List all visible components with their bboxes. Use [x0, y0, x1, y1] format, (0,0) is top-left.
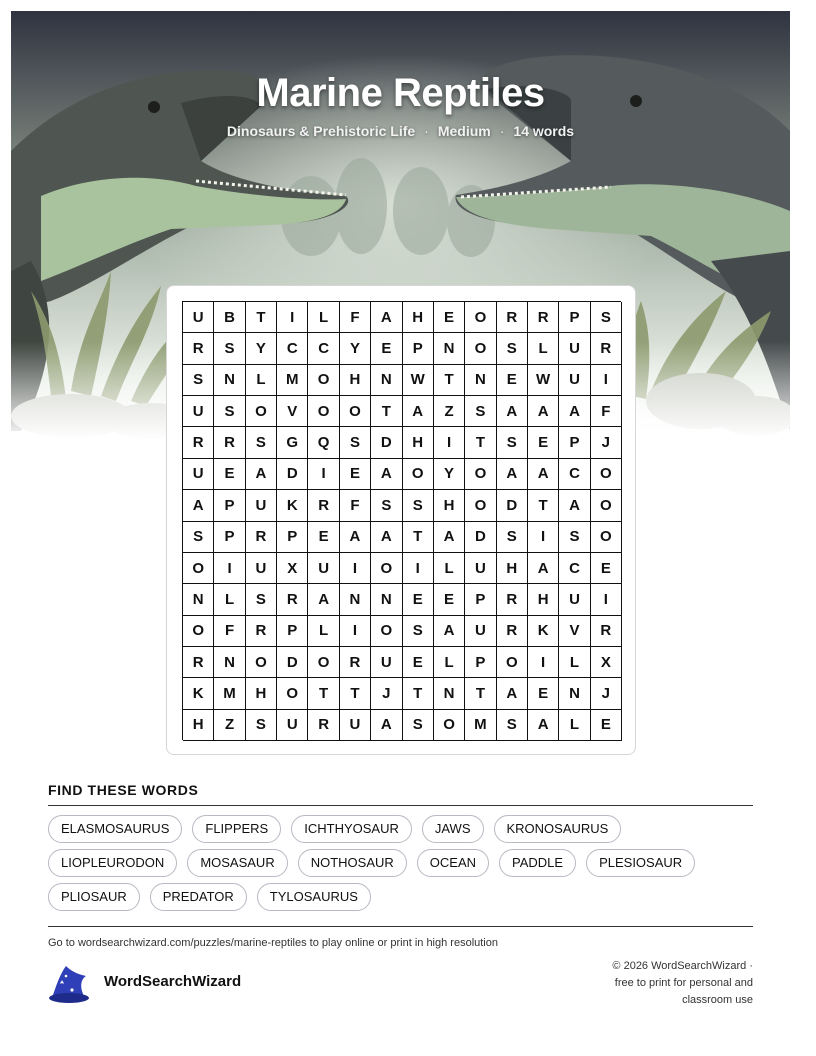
grid-cell[interactable]: H [183, 710, 214, 741]
grid-cell[interactable]: P [559, 427, 590, 458]
divider [48, 926, 753, 927]
grid-cell[interactable]: J [591, 427, 622, 458]
grid-cell[interactable]: W [528, 365, 559, 396]
grid-cell[interactable]: N [214, 647, 245, 678]
grid-cell[interactable]: N [559, 678, 590, 709]
grid-cell[interactable]: Y [246, 333, 277, 364]
grid-cell[interactable]: R [497, 616, 528, 647]
grid-cell[interactable]: R [591, 616, 622, 647]
grid-cell[interactable]: O [371, 553, 402, 584]
grid-cell[interactable]: P [214, 522, 245, 553]
grid-cell[interactable]: L [528, 333, 559, 364]
grid-cell[interactable]: U [183, 396, 214, 427]
grid-cell[interactable]: N [183, 584, 214, 615]
grid-cell[interactable]: E [591, 553, 622, 584]
grid-cell[interactable]: K [528, 616, 559, 647]
grid-cell[interactable]: T [340, 678, 371, 709]
grid-cell[interactable]: O [591, 459, 622, 490]
grid-cell[interactable]: O [183, 616, 214, 647]
grid-cell[interactable]: S [214, 396, 245, 427]
word-chip[interactable]: PADDLE [499, 849, 576, 877]
grid-cell[interactable]: A [434, 522, 465, 553]
grid-cell[interactable]: A [246, 459, 277, 490]
grid-cell[interactable]: H [340, 365, 371, 396]
grid-cell[interactable]: W [403, 365, 434, 396]
separator: · [424, 123, 429, 139]
grid-cell[interactable]: T [403, 522, 434, 553]
grid-cell[interactable]: U [465, 616, 496, 647]
grid-cell[interactable]: A [183, 490, 214, 521]
grid-cell[interactable]: N [371, 365, 402, 396]
grid-cell[interactable]: U [277, 710, 308, 741]
grid-cell[interactable]: S [183, 365, 214, 396]
grid-cell[interactable]: I [308, 459, 339, 490]
word-chip[interactable]: JAWS [422, 815, 484, 843]
grid-cell[interactable]: V [277, 396, 308, 427]
grid-cell[interactable]: U [183, 302, 214, 333]
grid-cell[interactable]: U [559, 333, 590, 364]
grid-cell[interactable]: H [497, 553, 528, 584]
word-count-label: 14 words [513, 123, 575, 139]
grid-cell[interactable]: P [277, 616, 308, 647]
grid-cell[interactable]: L [308, 616, 339, 647]
grid-cell[interactable]: A [371, 302, 402, 333]
grid-cell[interactable]: J [591, 678, 622, 709]
word-chip[interactable]: PREDATOR [150, 883, 247, 911]
grid-cell[interactable]: K [277, 490, 308, 521]
grid-cell[interactable]: O [497, 647, 528, 678]
grid-cell[interactable]: T [465, 427, 496, 458]
separator: · [499, 123, 505, 139]
grid-cell[interactable]: E [497, 365, 528, 396]
grid-cell[interactable]: H [246, 678, 277, 709]
grid-cell[interactable]: R [591, 333, 622, 364]
grid-cell[interactable]: R [246, 616, 277, 647]
grid-cell[interactable]: O [308, 647, 339, 678]
word-chip[interactable]: KRONOSAURUS [494, 815, 622, 843]
word-chip[interactable]: PLESIOSAUR [586, 849, 695, 877]
word-chip[interactable]: OCEAN [417, 849, 489, 877]
grid-cell[interactable]: O [465, 302, 496, 333]
grid-cell[interactable]: R [528, 302, 559, 333]
footer-url-text: Go to wordsearchwizard.com/puzzles/marine-reptiles to play online or print in high resolution [48, 937, 498, 949]
grid-cell[interactable]: S [183, 522, 214, 553]
grid-cell[interactable]: O [246, 396, 277, 427]
grid-cell[interactable]: O [246, 647, 277, 678]
grid-cell[interactable]: A [559, 396, 590, 427]
grid-cell[interactable]: H [403, 427, 434, 458]
grid-cell[interactable]: E [591, 710, 622, 741]
grid-cell[interactable]: J [371, 678, 402, 709]
grid-cell[interactable]: A [434, 616, 465, 647]
grid-cell[interactable]: L [434, 553, 465, 584]
grid-cell[interactable]: L [559, 710, 590, 741]
category-label: Dinosaurs & Prehistoric Life [226, 123, 416, 139]
grid-cell[interactable]: I [434, 427, 465, 458]
grid-cell[interactable]: E [371, 333, 402, 364]
word-chip[interactable]: TYLOSAURUS [257, 883, 371, 911]
wizard-hat-icon [46, 962, 92, 1004]
grid-cell[interactable]: I [340, 553, 371, 584]
grid-cell[interactable]: R [183, 647, 214, 678]
grid-cell[interactable]: L [246, 365, 277, 396]
grid-cell[interactable]: I [591, 365, 622, 396]
grid-cell[interactable]: R [183, 427, 214, 458]
grid-cell[interactable]: O [308, 365, 339, 396]
grid-cell[interactable]: L [308, 302, 339, 333]
grid-cell[interactable]: F [591, 396, 622, 427]
word-chip[interactable]: ELASMOSAURUS [48, 815, 182, 843]
grid-cell[interactable]: E [528, 678, 559, 709]
grid-cell[interactable]: T [465, 678, 496, 709]
grid-cell[interactable]: A [528, 396, 559, 427]
grid-cell[interactable]: P [214, 490, 245, 521]
grid-cell[interactable]: R [497, 584, 528, 615]
grid-cell[interactable]: A [497, 396, 528, 427]
grid-cell[interactable]: E [340, 459, 371, 490]
grid-cell[interactable]: D [277, 459, 308, 490]
grid-cell[interactable]: A [528, 459, 559, 490]
grid-cell[interactable]: C [559, 459, 590, 490]
grid-cell[interactable]: A [308, 584, 339, 615]
grid-cell[interactable]: K [183, 678, 214, 709]
grid-cell[interactable]: V [559, 616, 590, 647]
grid-cell[interactable]: R [246, 522, 277, 553]
word-chip[interactable]: PLIOSAUR [48, 883, 140, 911]
grid-cell[interactable]: R [308, 710, 339, 741]
grid-cell[interactable]: S [559, 522, 590, 553]
grid-cell[interactable]: A [559, 490, 590, 521]
grid-cell[interactable]: P [559, 302, 590, 333]
grid-cell[interactable]: D [465, 522, 496, 553]
grid-cell[interactable]: S [246, 710, 277, 741]
grid-cell[interactable]: X [591, 647, 622, 678]
grid-cell[interactable]: A [497, 678, 528, 709]
grid-cell[interactable]: S [371, 490, 402, 521]
grid-cell[interactable]: M [214, 678, 245, 709]
grid-cell[interactable]: S [403, 616, 434, 647]
word-chip[interactable]: FLIPPERS [192, 815, 281, 843]
grid-cell[interactable]: R [277, 584, 308, 615]
grid-cell[interactable]: T [528, 490, 559, 521]
grid-cell[interactable]: O [371, 616, 402, 647]
grid-cell[interactable]: A [497, 459, 528, 490]
brand-name[interactable]: WordSearchWizard [104, 973, 242, 990]
grid-cell[interactable]: Z [214, 710, 245, 741]
grid-cell[interactable]: U [246, 553, 277, 584]
copyright-line: free to print for personal and [614, 977, 753, 989]
grid-cell[interactable]: O [591, 522, 622, 553]
grid-cell[interactable]: F [214, 616, 245, 647]
grid-cell[interactable]: Q [308, 427, 339, 458]
grid-cell[interactable]: U [559, 365, 590, 396]
grid-cell[interactable]: H [528, 584, 559, 615]
grid-cell[interactable]: I [214, 553, 245, 584]
grid-cell[interactable]: M [277, 365, 308, 396]
grid-cell[interactable]: I [528, 647, 559, 678]
grid-cell[interactable]: F [340, 490, 371, 521]
grid-cell[interactable]: P [465, 584, 496, 615]
puzzle-subtitle [11, 123, 790, 139]
grid-cell[interactable]: I [591, 584, 622, 615]
grid-cell[interactable]: A [528, 710, 559, 741]
grid-cell[interactable]: A [371, 710, 402, 741]
grid-cell[interactable]: E [434, 302, 465, 333]
grid-cell[interactable]: S [497, 427, 528, 458]
grid-cell[interactable]: O [465, 459, 496, 490]
grid-cell[interactable]: T [308, 678, 339, 709]
grid-cell[interactable]: S [214, 333, 245, 364]
grid-cell[interactable]: R [214, 427, 245, 458]
grid-cell[interactable]: O [465, 333, 496, 364]
word-chip[interactable]: ICHTHYOSAUR [291, 815, 412, 843]
grid-cell[interactable]: I [528, 522, 559, 553]
grid-cell[interactable]: R [308, 490, 339, 521]
grid-cell[interactable]: I [277, 302, 308, 333]
grid-cell[interactable]: O [183, 553, 214, 584]
grid-cell[interactable]: D [371, 427, 402, 458]
grid-cell[interactable]: S [403, 710, 434, 741]
grid-cell[interactable]: A [371, 459, 402, 490]
grid-cell[interactable]: P [403, 333, 434, 364]
grid-cell[interactable]: F [340, 302, 371, 333]
grid-cell[interactable]: L [559, 647, 590, 678]
grid-cell[interactable]: D [497, 490, 528, 521]
grid-cell[interactable]: Y [434, 459, 465, 490]
copyright-notice [533, 958, 753, 1009]
grid-cell[interactable]: D [277, 647, 308, 678]
copyright-line: © 2026 WordSearchWizard · [612, 960, 753, 972]
word-chip[interactable]: MOSASAUR [187, 849, 287, 877]
grid-cell[interactable]: S [497, 710, 528, 741]
grid-cell[interactable]: R [497, 302, 528, 333]
grid-cell[interactable]: I [403, 553, 434, 584]
grid-cell[interactable]: H [403, 302, 434, 333]
grid-cell[interactable]: A [371, 522, 402, 553]
grid-cell[interactable]: N [434, 333, 465, 364]
grid-cell[interactable]: C [277, 333, 308, 364]
grid-cell[interactable]: E [308, 522, 339, 553]
grid-cell[interactable]: O [591, 490, 622, 521]
grid-cell[interactable]: O [308, 396, 339, 427]
grid-cell[interactable]: T [246, 302, 277, 333]
grid-cell[interactable]: Y [340, 333, 371, 364]
letter-grid[interactable] [182, 301, 621, 740]
grid-cell[interactable]: U [340, 710, 371, 741]
grid-cell[interactable]: N [465, 365, 496, 396]
grid-cell[interactable]: S [340, 427, 371, 458]
grid-cell[interactable]: X [277, 553, 308, 584]
grid-cell[interactable]: H [434, 490, 465, 521]
grid-cell[interactable]: S [246, 427, 277, 458]
word-chip[interactable]: NOTHOSAUR [298, 849, 407, 877]
grid-cell[interactable]: N [214, 365, 245, 396]
grid-cell[interactable]: G [277, 427, 308, 458]
grid-cell[interactable]: I [340, 616, 371, 647]
grid-cell[interactable]: Z [434, 396, 465, 427]
grid-cell[interactable]: L [434, 647, 465, 678]
divider [48, 805, 753, 806]
grid-cell[interactable]: S [403, 490, 434, 521]
grid-cell[interactable]: U [371, 647, 402, 678]
grid-cell[interactable]: C [308, 333, 339, 364]
puzzle-title: Marine Reptiles [256, 71, 545, 115]
grid-cell[interactable]: T [371, 396, 402, 427]
grid-cell[interactable]: S [497, 333, 528, 364]
grid-cell[interactable]: E [403, 584, 434, 615]
word-chip[interactable]: LIOPLEURODON [48, 849, 177, 877]
grid-cell[interactable]: T [403, 678, 434, 709]
grid-cell[interactable]: P [465, 647, 496, 678]
grid-cell[interactable]: O [403, 459, 434, 490]
grid-cell[interactable]: L [214, 584, 245, 615]
grid-cell[interactable]: P [277, 522, 308, 553]
grid-cell[interactable]: U [183, 459, 214, 490]
grid-cell[interactable]: R [340, 647, 371, 678]
grid-cell[interactable]: N [371, 584, 402, 615]
grid-cell[interactable]: S [246, 584, 277, 615]
puzzle-card [166, 285, 636, 755]
grid-cell[interactable]: E [528, 427, 559, 458]
grid-cell[interactable]: O [340, 396, 371, 427]
copyright-line: classroom use [682, 994, 753, 1006]
grid-cell[interactable]: U [465, 553, 496, 584]
grid-cell[interactable]: E [403, 647, 434, 678]
grid-cell[interactable]: U [308, 553, 339, 584]
grid-cell[interactable]: A [528, 553, 559, 584]
grid-cell[interactable]: A [403, 396, 434, 427]
grid-cell[interactable]: R [183, 333, 214, 364]
grid-cell[interactable]: N [340, 584, 371, 615]
grid-cell[interactable]: S [465, 396, 496, 427]
grid-cell[interactable]: O [434, 710, 465, 741]
grid-cell[interactable]: U [246, 490, 277, 521]
grid-cell[interactable]: M [465, 710, 496, 741]
grid-cell[interactable]: S [497, 522, 528, 553]
grid-cell[interactable]: S [591, 302, 622, 333]
grid-cell[interactable]: U [559, 584, 590, 615]
grid-cell[interactable]: O [277, 678, 308, 709]
grid-cell[interactable]: T [434, 365, 465, 396]
grid-cell[interactable]: B [214, 302, 245, 333]
grid-cell[interactable]: C [559, 553, 590, 584]
difficulty-label: Medium [437, 123, 491, 139]
grid-cell[interactable]: N [434, 678, 465, 709]
grid-cell[interactable]: E [214, 459, 245, 490]
grid-cell[interactable]: E [434, 584, 465, 615]
word-list [48, 815, 754, 911]
grid-cell[interactable]: O [465, 490, 496, 521]
word-list-heading: FIND THESE WORDS [48, 782, 199, 798]
grid-cell[interactable]: A [340, 522, 371, 553]
